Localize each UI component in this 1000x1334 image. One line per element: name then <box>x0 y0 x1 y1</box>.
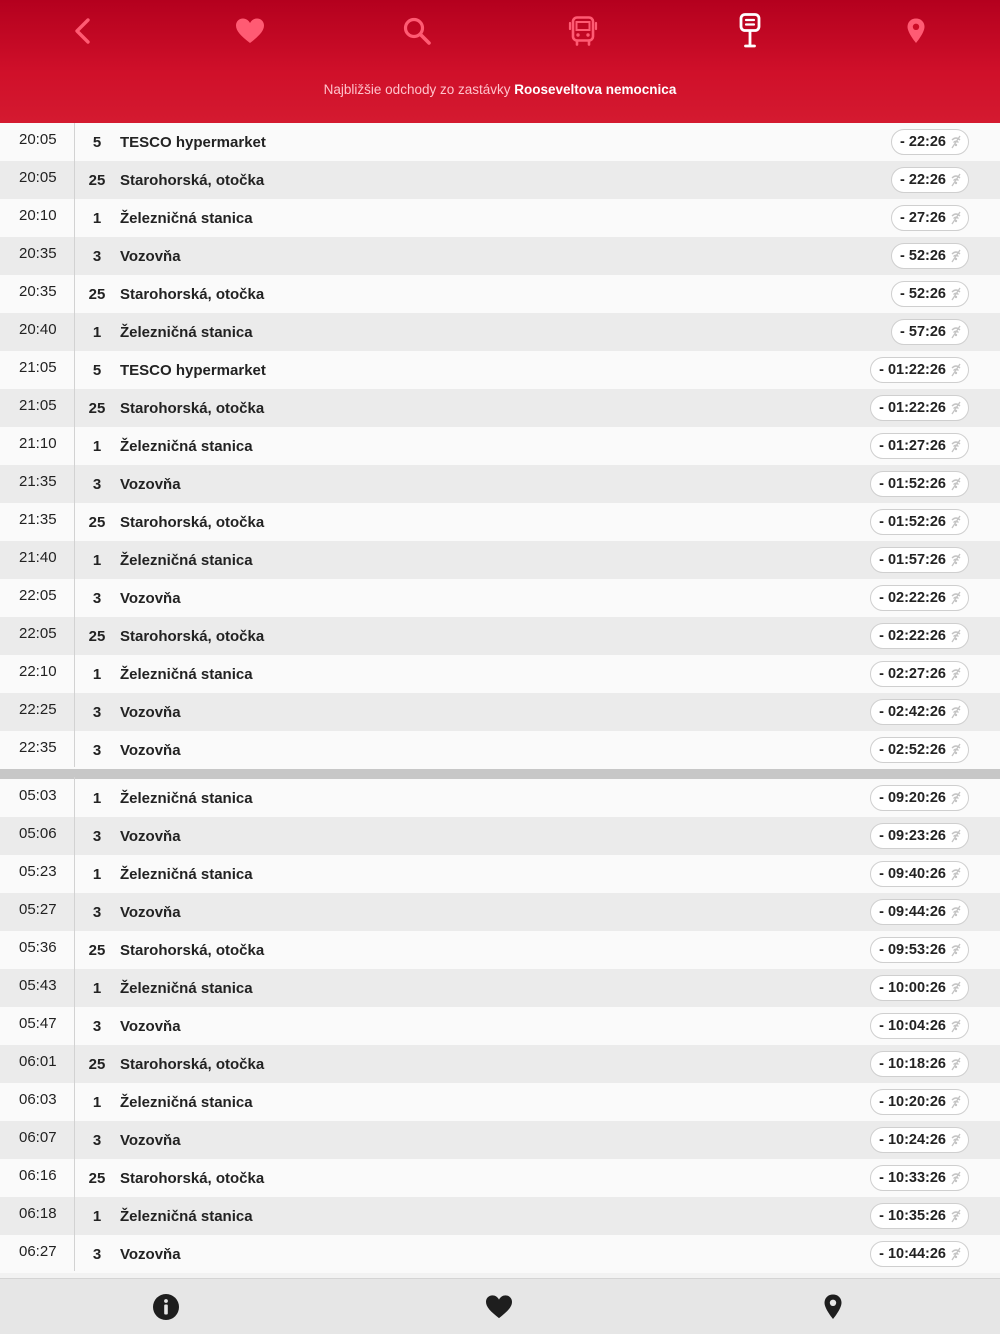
location-pin-icon <box>906 17 926 45</box>
line-number: 3 <box>92 903 102 921</box>
countdown-text: - 10:20:26 <box>879 1094 946 1110</box>
countdown-text: - 02:22:26 <box>879 628 946 644</box>
destination-name: Starohorská, otočka <box>120 1055 265 1073</box>
line-number: 3 <box>92 703 102 721</box>
line-number: 3 <box>92 1245 102 1263</box>
destination-name: Vozovňa <box>120 589 181 607</box>
departure-time: 22:10 <box>0 653 75 691</box>
departure-row[interactable] <box>0 313 1000 351</box>
departure-row[interactable] <box>0 237 1000 275</box>
back-button[interactable] <box>55 8 111 54</box>
line-number: 1 <box>92 789 102 807</box>
bus-stop-icon <box>738 13 762 49</box>
destination-name: Starohorská, otočka <box>120 399 265 417</box>
day-separator <box>0 769 1000 779</box>
destination-name: Starohorská, otočka <box>120 941 265 959</box>
countdown-badge <box>870 1203 969 1229</box>
line-number: 25 <box>88 941 106 959</box>
departure-row[interactable] <box>0 617 1000 655</box>
departures-list[interactable] <box>0 123 1000 1277</box>
countdown-text: - 52:26 <box>900 248 946 264</box>
realtime-off-icon <box>950 1247 962 1261</box>
destination-name: Vozovňa <box>120 741 181 759</box>
realtime-off-icon <box>950 791 962 805</box>
departure-time: 06:16 <box>0 1157 75 1195</box>
destination-name: Železničná stanica <box>120 551 253 569</box>
line-number: 1 <box>92 865 102 883</box>
departures-next-day-group <box>0 779 1000 1273</box>
countdown-text: - 01:52:26 <box>879 476 946 492</box>
realtime-off-icon <box>950 249 962 263</box>
map-tab[interactable] <box>888 8 944 54</box>
back-chevron-icon <box>72 16 94 46</box>
realtime-off-icon <box>950 981 962 995</box>
realtime-off-icon <box>950 211 962 225</box>
heart-icon <box>484 1294 514 1320</box>
destination-name: Železničná stanica <box>120 665 253 683</box>
countdown-text: - 10:33:26 <box>879 1170 946 1186</box>
line-number: 25 <box>88 171 106 189</box>
line-number: 3 <box>92 741 102 759</box>
countdown-badge <box>870 1013 969 1039</box>
countdown-text: - 02:22:26 <box>879 590 946 606</box>
line-number: 1 <box>92 437 102 455</box>
line-number: 25 <box>88 1055 106 1073</box>
countdown-badge <box>870 899 969 925</box>
departure-time: 21:35 <box>0 463 75 501</box>
departure-time: 06:03 <box>0 1081 75 1119</box>
countdown-badge <box>870 861 969 887</box>
countdown-text: - 10:00:26 <box>879 980 946 996</box>
realtime-off-icon <box>950 705 962 719</box>
countdown-badge <box>870 471 969 497</box>
departure-row[interactable] <box>0 579 1000 617</box>
search-tab[interactable] <box>389 8 445 54</box>
countdown-text: - 02:27:26 <box>879 666 946 682</box>
add-favorite-button[interactable] <box>479 1292 519 1322</box>
realtime-off-icon <box>950 477 962 491</box>
bus-icon <box>568 15 598 47</box>
show-on-map-button[interactable] <box>813 1292 853 1322</box>
countdown-text: - 57:26 <box>900 324 946 340</box>
lines-tab[interactable] <box>555 8 611 54</box>
location-pin-icon <box>822 1293 844 1321</box>
realtime-off-icon <box>950 325 962 339</box>
departure-time: 21:35 <box>0 501 75 539</box>
countdown-badge <box>870 661 969 687</box>
countdown-badge <box>891 129 969 155</box>
info-button[interactable] <box>146 1292 186 1322</box>
favorites-tab[interactable] <box>222 8 278 54</box>
countdown-text: - 52:26 <box>900 286 946 302</box>
countdown-badge <box>870 737 969 763</box>
destination-name: Vozovňa <box>120 1017 181 1035</box>
countdown-text: - 09:40:26 <box>879 866 946 882</box>
realtime-off-icon <box>950 135 962 149</box>
destination-name: TESCO hypermarket <box>120 133 266 151</box>
line-number: 1 <box>92 1207 102 1225</box>
destination-name: Starohorská, otočka <box>120 627 265 645</box>
departure-row[interactable] <box>0 389 1000 427</box>
realtime-off-icon <box>950 515 962 529</box>
departure-time: 22:25 <box>0 691 75 729</box>
line-number: 1 <box>92 979 102 997</box>
line-number: 3 <box>92 1017 102 1035</box>
countdown-text: - 01:57:26 <box>879 552 946 568</box>
departure-row[interactable] <box>0 817 1000 855</box>
countdown-badge <box>870 1051 969 1077</box>
departure-time: 05:03 <box>0 777 75 815</box>
line-number: 5 <box>92 133 102 151</box>
destination-name: Železničná stanica <box>120 1207 253 1225</box>
destination-name: Vozovňa <box>120 703 181 721</box>
line-number: 25 <box>88 513 106 531</box>
departure-time: 05:23 <box>0 853 75 891</box>
countdown-badge <box>891 319 969 345</box>
departure-time: 21:05 <box>0 387 75 425</box>
destination-name: Železničná stanica <box>120 1093 253 1111</box>
countdown-text: - 02:52:26 <box>879 742 946 758</box>
departure-row[interactable] <box>0 503 1000 541</box>
destination-name: Železničná stanica <box>120 789 253 807</box>
departure-time: 05:43 <box>0 967 75 1005</box>
line-number: 3 <box>92 827 102 845</box>
search-icon <box>402 16 432 46</box>
countdown-badge <box>870 1127 969 1153</box>
realtime-off-icon <box>950 829 962 843</box>
countdown-badge <box>870 547 969 573</box>
realtime-off-icon <box>950 401 962 415</box>
countdown-badge <box>870 509 969 535</box>
realtime-off-icon <box>950 173 962 187</box>
realtime-off-icon <box>950 591 962 605</box>
departure-time: 20:35 <box>0 235 75 273</box>
departure-row[interactable] <box>0 893 1000 931</box>
departure-time: 22:05 <box>0 615 75 653</box>
departure-time: 06:18 <box>0 1195 75 1233</box>
destination-name: Vozovňa <box>120 1245 181 1263</box>
heart-icon <box>235 17 265 45</box>
line-number: 3 <box>92 589 102 607</box>
destination-name: Starohorská, otočka <box>120 1169 265 1187</box>
departure-row[interactable] <box>0 275 1000 313</box>
countdown-text: - 01:22:26 <box>879 362 946 378</box>
departure-row[interactable] <box>0 1235 1000 1273</box>
countdown-text: - 09:23:26 <box>879 828 946 844</box>
line-number: 3 <box>92 475 102 493</box>
departure-time: 20:10 <box>0 197 75 235</box>
countdown-text: - 10:44:26 <box>879 1246 946 1262</box>
destination-name: Železničná stanica <box>120 209 253 227</box>
departure-row[interactable] <box>0 161 1000 199</box>
realtime-off-icon <box>950 667 962 681</box>
line-number: 3 <box>92 1131 102 1149</box>
top-nav-bar <box>0 0 1000 62</box>
subtitle-prefix: Najbližšie odchody zo zastávky <box>323 82 511 97</box>
realtime-off-icon <box>950 287 962 301</box>
departure-row[interactable] <box>0 855 1000 893</box>
realtime-off-icon <box>950 1019 962 1033</box>
destination-name: Železničná stanica <box>120 323 253 341</box>
destination-name: Železničná stanica <box>120 437 253 455</box>
bottom-toolbar <box>0 1278 1000 1334</box>
departure-row[interactable] <box>0 427 1000 465</box>
countdown-text: - 27:26 <box>900 210 946 226</box>
countdown-text: - 22:26 <box>900 134 946 150</box>
line-number: 25 <box>88 627 106 645</box>
realtime-off-icon <box>950 905 962 919</box>
countdown-text: - 10:18:26 <box>879 1056 946 1072</box>
line-number: 1 <box>92 323 102 341</box>
line-number: 1 <box>92 551 102 569</box>
realtime-off-icon <box>950 1057 962 1071</box>
realtime-off-icon <box>950 363 962 377</box>
realtime-off-icon <box>950 743 962 757</box>
destination-name: Vozovňa <box>120 903 181 921</box>
destination-name: Vozovňa <box>120 1131 181 1149</box>
departure-time: 06:07 <box>0 1119 75 1157</box>
countdown-text: - 10:04:26 <box>879 1018 946 1034</box>
countdown-badge <box>870 785 969 811</box>
countdown-badge <box>870 357 969 383</box>
countdown-badge <box>870 1089 969 1115</box>
countdown-text: - 10:35:26 <box>879 1208 946 1224</box>
stop-departures-title <box>0 82 1000 97</box>
line-number: 3 <box>92 247 102 265</box>
destination-name: Starohorská, otočka <box>120 285 265 303</box>
departure-row[interactable] <box>0 1121 1000 1159</box>
departure-time: 22:05 <box>0 577 75 615</box>
departure-time: 05:47 <box>0 1005 75 1043</box>
countdown-badge <box>870 433 969 459</box>
departure-row[interactable] <box>0 655 1000 693</box>
departure-time: 06:27 <box>0 1233 75 1271</box>
countdown-text: - 02:42:26 <box>879 704 946 720</box>
destination-name: Vozovňa <box>120 247 181 265</box>
departure-row[interactable] <box>0 541 1000 579</box>
countdown-text: - 09:20:26 <box>879 790 946 806</box>
countdown-text: - 09:53:26 <box>879 942 946 958</box>
departures-today-group <box>0 123 1000 769</box>
departure-time: 20:05 <box>0 123 75 159</box>
app-header <box>0 0 1000 123</box>
countdown-text: - 10:24:26 <box>879 1132 946 1148</box>
line-number: 25 <box>88 285 106 303</box>
realtime-off-icon <box>950 1209 962 1223</box>
realtime-off-icon <box>950 553 962 567</box>
departure-time: 20:35 <box>0 273 75 311</box>
countdown-badge <box>870 823 969 849</box>
departure-time: 20:05 <box>0 159 75 197</box>
countdown-badge <box>870 937 969 963</box>
countdown-text: - 01:52:26 <box>879 514 946 530</box>
departure-row[interactable] <box>0 1083 1000 1121</box>
realtime-off-icon <box>950 1133 962 1147</box>
realtime-off-icon <box>950 943 962 957</box>
realtime-off-icon <box>950 1095 962 1109</box>
departure-row[interactable] <box>0 731 1000 769</box>
departure-row[interactable] <box>0 1159 1000 1197</box>
line-number: 5 <box>92 361 102 379</box>
destination-name: Vozovňa <box>120 827 181 845</box>
departure-row[interactable] <box>0 123 1000 161</box>
departure-time: 05:06 <box>0 815 75 853</box>
realtime-off-icon <box>950 867 962 881</box>
destination-name: Vozovňa <box>120 475 181 493</box>
realtime-off-icon <box>950 1171 962 1185</box>
line-number: 1 <box>92 1093 102 1111</box>
countdown-badge <box>870 395 969 421</box>
departure-time: 21:40 <box>0 539 75 577</box>
realtime-off-icon <box>950 439 962 453</box>
countdown-badge <box>891 167 969 193</box>
destination-name: Starohorská, otočka <box>120 513 265 531</box>
departure-row[interactable] <box>0 931 1000 969</box>
countdown-text: - 01:27:26 <box>879 438 946 454</box>
departure-time: 20:40 <box>0 311 75 349</box>
departure-row[interactable] <box>0 199 1000 237</box>
countdown-badge <box>891 281 969 307</box>
departure-time: 05:36 <box>0 929 75 967</box>
countdown-badge <box>870 699 969 725</box>
info-icon <box>152 1293 180 1321</box>
countdown-text: - 09:44:26 <box>879 904 946 920</box>
countdown-badge <box>870 585 969 611</box>
destination-name: TESCO hypermarket <box>120 361 266 379</box>
countdown-badge <box>870 1241 969 1267</box>
realtime-off-icon <box>950 629 962 643</box>
destination-name: Starohorská, otočka <box>120 171 265 189</box>
departure-row[interactable] <box>0 779 1000 817</box>
countdown-text: - 01:22:26 <box>879 400 946 416</box>
departure-time: 22:35 <box>0 729 75 767</box>
departure-row[interactable] <box>0 693 1000 731</box>
stop-name: Rooseveltova nemocnica <box>514 82 677 97</box>
departure-row[interactable] <box>0 1007 1000 1045</box>
countdown-text: - 22:26 <box>900 172 946 188</box>
countdown-badge <box>870 975 969 1001</box>
departure-row[interactable] <box>0 969 1000 1007</box>
destination-name: Železničná stanica <box>120 979 253 997</box>
departure-time: 06:01 <box>0 1043 75 1081</box>
departure-row[interactable] <box>0 1045 1000 1083</box>
line-number: 25 <box>88 1169 106 1187</box>
line-number: 1 <box>92 209 102 227</box>
destination-name: Železničná stanica <box>120 865 253 883</box>
departure-row[interactable] <box>0 465 1000 503</box>
departure-row[interactable] <box>0 351 1000 389</box>
departure-time: 21:05 <box>0 349 75 387</box>
countdown-badge <box>870 1165 969 1191</box>
departure-time: 21:10 <box>0 425 75 463</box>
departure-time: 05:27 <box>0 891 75 929</box>
countdown-badge <box>891 205 969 231</box>
stops-tab-active[interactable] <box>722 8 778 54</box>
departure-row[interactable] <box>0 1197 1000 1235</box>
countdown-badge <box>891 243 969 269</box>
line-number: 1 <box>92 665 102 683</box>
countdown-badge <box>870 623 969 649</box>
line-number: 25 <box>88 399 106 417</box>
